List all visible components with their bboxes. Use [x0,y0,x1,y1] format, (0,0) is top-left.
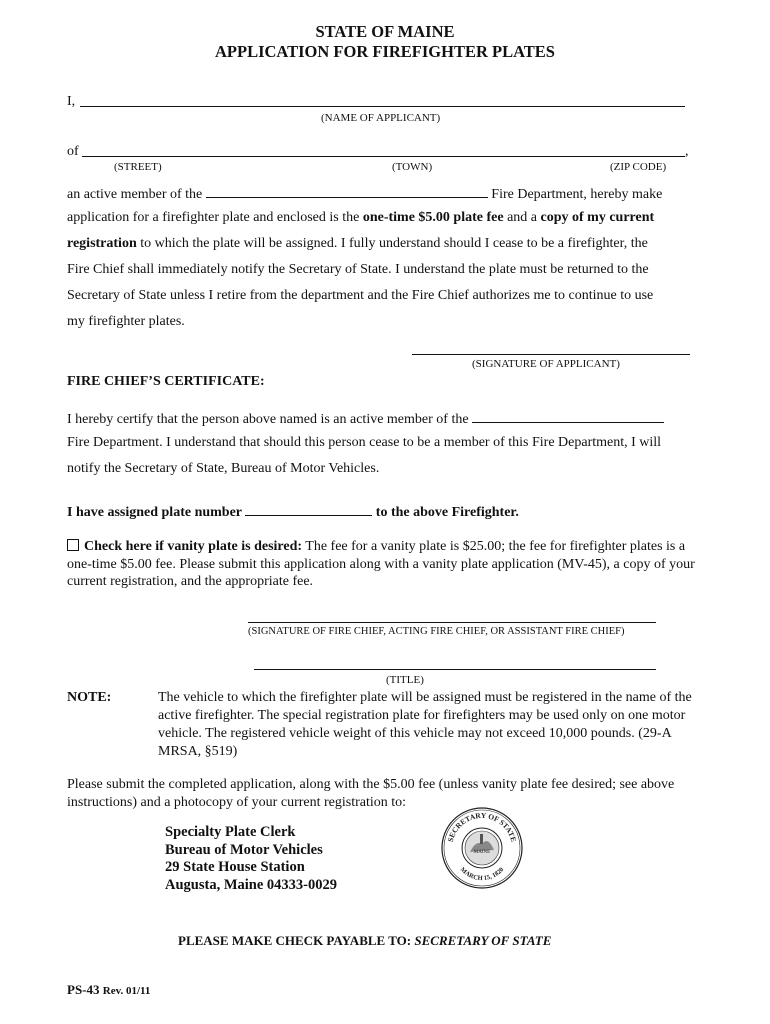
chief-line-2: Fire Department. I understand that should this person cease to be a member of this Fire Department, I will [67,435,662,450]
form-revision: Rev. 01/11 [102,985,151,997]
seal-text-top: SECRETARY OF STATE [445,810,519,843]
certify-line [67,409,664,428]
of-label: of [67,144,79,159]
address-line-4: Augusta, Maine 04333-0029 [165,876,337,893]
street-caption: (STREET) [114,161,162,173]
seal-text-bottom: MARCH 15, 1820 [458,866,506,883]
note-text: The vehicle to which the firefighter plate will be assigned must be registered in the name of the active firefighter. The special registration plate for firefighters may be used only on one motor vehicle. The registered vehicle weight of this vehicle may not exceed 10,000 pounds. (29-A MRSA, §519) [158,690,692,759]
plate-number-text-b: to the above Firefighter. [375,505,519,520]
application-line [67,210,654,226]
paragraph-line-6: my firefighter plates. [67,314,185,329]
registration-line [67,236,648,252]
application-text-b: and a [503,210,541,225]
paragraph-line-4: Fire Chief shall immediately notify the Secretary of State. I understand the plate must be returned to the [67,262,649,277]
mailing-address [165,824,337,894]
address-comma: , [685,144,689,159]
applicant-name-field[interactable] [80,106,685,107]
check-payee: SECRETARY OF STATE [414,933,552,948]
form-id: PS-43 [67,982,100,997]
member-text-b: Fire Department, hereby make [491,187,663,202]
applicant-address-field[interactable] [82,156,685,157]
chief-signature-caption: (SIGNATURE OF FIRE CHIEF, ACTING FIRE CHIEF, OR ASSISTANT FIRE CHIEF) [248,626,625,637]
vanity-checkbox[interactable] [67,539,79,551]
fire-chief-heading: FIRE CHIEF’S CERTIFICATE: [67,374,265,389]
vanity-label: Check here if vanity plate is desired: [84,539,303,554]
address-line-1: Specialty Plate Clerk [165,824,296,840]
applicant-prefix: I, [67,94,76,109]
vanity-paragraph [67,538,707,591]
applicant-signature-field[interactable] [412,354,690,355]
certify-text: I hereby certify that the person above named is an active member of the [67,412,469,427]
secretary-of-state-seal-icon [440,806,524,890]
member-text-a: an active member of the [67,187,203,202]
plate-number-text: I have assigned plate number [67,505,242,520]
plate-number-line [67,502,519,521]
fire-department-field[interactable] [206,184,488,198]
plate-fee-text: one-time $5.00 plate fee [362,210,504,225]
svg-text:MARCH 15, 1820 [459,866,506,882]
application-text-a: application for a firefighter plate and enclosed is the [67,210,363,225]
chief-title-field[interactable] [254,669,656,670]
paragraph-line-5: Secretary of State unless I retire from the department and the Fire Chief authorizes me to continue to use [67,288,654,303]
chief-department-field[interactable] [472,409,664,423]
check-payable-line [178,933,551,949]
note-label: NOTE: [67,690,112,705]
vanity-text: The fee for a vanity plate is $25.00; the fee for firefighter plates is a one-time $5.00 fee. Please submit this application along with a vanity plate application (MV-45), a copy of your current registration, and the appropriate fee. [67,539,695,589]
title-caption: (TITLE) [386,674,424,686]
submit-instructions: Please submit the completed application, along with the $5.00 fee (unless vanity plate fee desired; see above instructions) and a photocopy of your current registration to: [67,777,675,810]
town-caption: (TOWN) [392,161,433,173]
address-line-3: 29 State House Station [165,859,305,875]
applicant-signature-caption: (SIGNATURE OF APPLICANT) [472,358,620,370]
member-line [67,184,662,203]
chief-line-3: notify the Secretary of State, Bureau of Motor Vehicles. [67,461,380,476]
registration-text: to which the plate will be assigned. I fully understand should I cease to be a firefighter, the [136,236,648,251]
registration-bold: registration [67,236,137,251]
copy-current-text: copy of my current [540,210,655,225]
form-id-line [67,982,150,998]
name-caption: (NAME OF APPLICANT) [321,112,441,124]
seal-text-center: MAINE [473,850,491,855]
address-line-2: Bureau of Motor Vehicles [165,841,323,858]
plate-number-field[interactable] [245,502,372,516]
chief-signature-field[interactable] [248,622,656,623]
title-line-1: STATE OF MAINE [315,22,455,41]
title-line-2: APPLICATION FOR FIREFIGHTER PLATES [215,42,555,61]
zip-caption: (ZIP CODE) [610,161,667,173]
check-payable-label: PLEASE MAKE CHECK PAYABLE TO: [178,933,415,948]
